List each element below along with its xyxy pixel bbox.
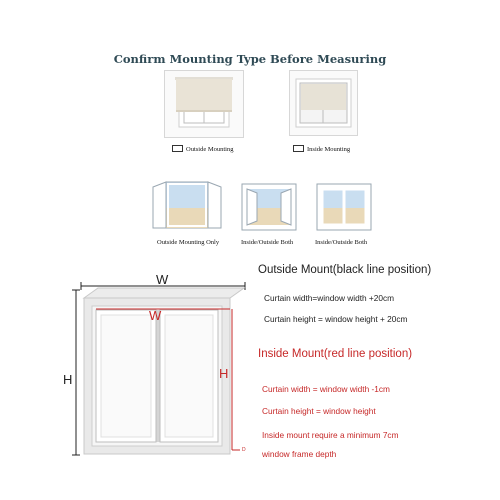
outside-height-rule: Curtain height = window height + 20cm — [264, 314, 408, 324]
inside-depth-rule-continued: window frame depth — [262, 449, 337, 459]
open-window-illustration — [150, 178, 224, 234]
outside-width-rule: Curtain width=window width +20cm — [264, 293, 395, 303]
inner-width-label: W — [149, 308, 162, 323]
inside-mounting-caption: Inside Mounting — [293, 146, 350, 153]
outside-mounting-caption: Outside Mounting — [172, 146, 234, 153]
inner-height-label: H — [219, 366, 229, 381]
outer-height-label: H — [63, 372, 73, 387]
outside-mount-icon — [172, 145, 183, 152]
inside-height-rule: Curtain height = window height — [262, 406, 376, 416]
window-example-inside-outside-b — [313, 180, 375, 234]
outside-mounting-thumbnail — [164, 70, 244, 138]
outer-width-label: W — [156, 272, 169, 287]
window-example-caption-2: Inside/Outside Both — [241, 239, 294, 246]
outside-mount-heading: Outside Mount(black line position) — [258, 264, 432, 276]
inside-mount-illustration — [290, 71, 357, 135]
frame-depth-marker: D — [242, 447, 246, 453]
measurement-diagram — [0, 260, 255, 470]
inside-depth-rule: Inside mount require a minimum 7cm — [262, 430, 399, 440]
outside-mount-illustration — [165, 71, 243, 137]
window-example-inside-outside-a — [238, 180, 300, 234]
sliding-window-illustration — [313, 180, 375, 234]
casement-window-illustration — [238, 180, 300, 234]
page-title: Confirm Mounting Type Before Measuring — [113, 52, 387, 66]
inside-mount-icon — [293, 145, 304, 152]
inside-mount-heading: Inside Mount(red line position) — [258, 348, 413, 360]
window-example-outside-only — [150, 178, 224, 234]
window-example-caption-1: Outside Mounting Only — [157, 239, 220, 246]
inside-width-rule: Curtain width = window width -1cm — [262, 384, 390, 394]
inside-mounting-thumbnail — [289, 70, 358, 136]
window-example-caption-3: Inside/Outside Both — [315, 239, 368, 246]
